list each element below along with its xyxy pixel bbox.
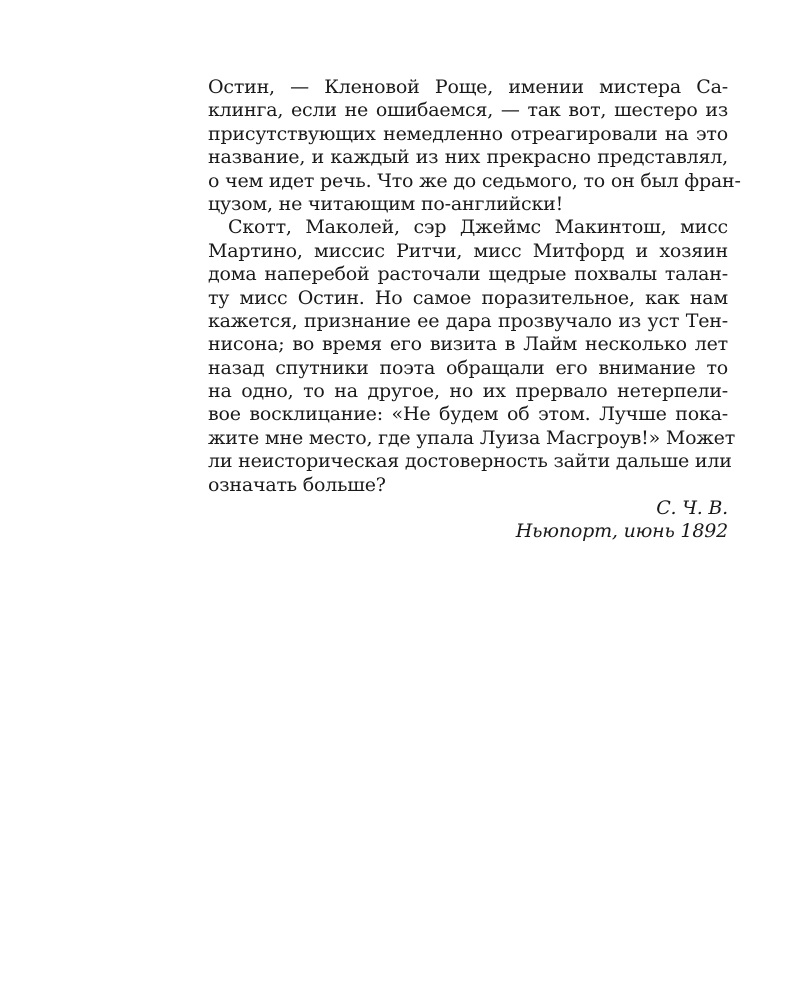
text-line: присутствующих немедленно отреагировали на это bbox=[208, 122, 728, 145]
text-line: ту мисс Остин. Но самое поразительное, как нам bbox=[208, 286, 728, 309]
paragraph-2 bbox=[208, 216, 736, 497]
body-text bbox=[208, 76, 741, 544]
text-line: ли неисторическая достоверность зайти дальше или bbox=[208, 450, 732, 473]
text-line: назад спутники поэта обращали его внимание то bbox=[208, 356, 728, 379]
text-line: дома наперебой расточали щедрые похвалы талан- bbox=[208, 263, 728, 286]
text-line: нисона; во время его визита в Лайм несколько лет bbox=[208, 333, 728, 356]
signature-place-date: Ньюпорт, июнь 1892 bbox=[515, 520, 728, 543]
text-line: на одно, то на другое, но их прервало нетерпели- bbox=[208, 380, 728, 403]
text-line: название, и каждый из них прекрасно представлял, bbox=[208, 146, 728, 169]
text-line: кажется, признание ее дара прозвучало из уст Тен- bbox=[208, 309, 728, 332]
text-line: Остин, — Кленовой Роще, имении мистера Са- bbox=[208, 76, 728, 98]
paragraph-1 bbox=[208, 76, 741, 216]
text-line: о чем идет речь. Что же до седьмого, то он был фран- bbox=[208, 169, 741, 192]
text-line: означать больше? bbox=[208, 473, 386, 496]
signature-initials: С. Ч. В. bbox=[656, 497, 728, 520]
text-line: вое восклицание: «Не будем об этом. Лучше пока- bbox=[208, 403, 728, 426]
text-line: Скотт, Маколей, сэр Джеймс Макинтош, мисс bbox=[228, 216, 728, 239]
text-line: цузом, не читающим по-английски! bbox=[208, 192, 564, 215]
text-line: Мартино, миссис Ритчи, мисс Митфорд и хозяин bbox=[208, 239, 728, 262]
text-line: жите мне место, где упала Луиза Масгроув!» Может bbox=[208, 426, 736, 449]
text-line: клинга, если не ошибаемся, — так вот, шестеро из bbox=[208, 99, 728, 122]
